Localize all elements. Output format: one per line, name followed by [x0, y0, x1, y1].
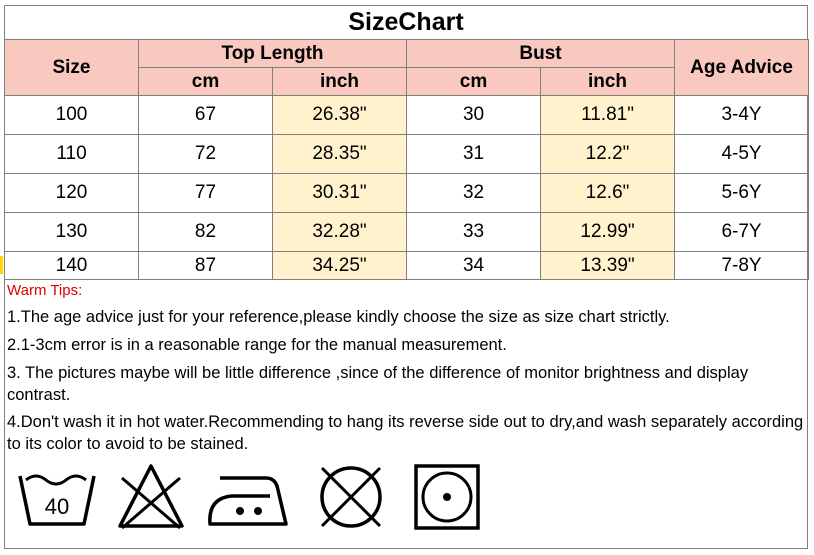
- table-row: [5, 135, 809, 174]
- cell-top-length-cm: 72: [139, 135, 273, 174]
- cell-bust-inch: 12.6": [541, 174, 675, 213]
- table-row: [5, 252, 809, 280]
- cell-age: 7-8Y: [675, 252, 809, 280]
- tumble-dry-normal-icon: [412, 462, 482, 532]
- warm-tips: [7, 280, 805, 455]
- cell-size: 100: [5, 96, 139, 135]
- cell-bust-cm: 32: [407, 174, 541, 213]
- table-row: [5, 213, 809, 252]
- cell-size: 140: [5, 252, 139, 280]
- cell-bust-inch: 13.39": [541, 252, 675, 280]
- cell-top-length-cm: 82: [139, 213, 273, 252]
- wash-temp-label: 40: [44, 494, 70, 519]
- tip-item: 4.Don't wash it in hot water.Recommending to hang its reverse side out to dry,and wash separately according to its color to avoid to be stained.: [7, 413, 804, 453]
- cell-bust-cm: 33: [407, 213, 541, 252]
- cell-age: 6-7Y: [675, 213, 809, 252]
- cell-bust-cm: 31: [407, 135, 541, 174]
- edge-marker: [0, 256, 3, 274]
- cell-bust-inch: 12.99": [541, 213, 675, 252]
- tip-item: 2.1-3cm error is in a reasonable range for the manual measurement.: [7, 336, 507, 354]
- cell-bust-inch: 12.2": [541, 135, 675, 174]
- header-top-length-cm: cm: [139, 68, 273, 96]
- care-icons: [10, 462, 480, 532]
- cell-top-length-inch: 26.38": [273, 96, 407, 135]
- header-bust-cm: cm: [407, 68, 541, 96]
- cell-top-length-inch: 30.31": [273, 174, 407, 213]
- cell-top-length-inch: 34.25": [273, 252, 407, 280]
- cell-bust-cm: 30: [407, 96, 541, 135]
- cell-size: 120: [5, 174, 139, 213]
- header-bust-inch: inch: [541, 68, 675, 96]
- header-top-length: Top Length: [139, 40, 407, 68]
- tip-item: 1.The age advice just for your reference,please kindly choose the size as size chart strictly.: [7, 308, 670, 326]
- chart-title: SizeChart: [348, 8, 464, 36]
- table-row: [5, 174, 809, 213]
- header-age-advice: Age Advice: [675, 40, 809, 96]
- header-top-length-inch: inch: [273, 68, 407, 96]
- table-row: [5, 96, 809, 135]
- cell-size: 110: [5, 135, 139, 174]
- cell-age: 5-6Y: [675, 174, 809, 213]
- cell-size: 130: [5, 213, 139, 252]
- warm-tips-heading: Warm Tips:: [7, 282, 83, 299]
- cell-top-length-cm: 67: [139, 96, 273, 135]
- tip-item: 3. The pictures maybe will be little difference ,since of the difference of monitor brightness and display contrast.: [7, 364, 749, 404]
- iron-medium-icon: [206, 462, 294, 532]
- cell-bust-inch: 11.81": [541, 96, 675, 135]
- size-table: [4, 39, 809, 280]
- cell-bust-cm: 34: [407, 252, 541, 280]
- cell-top-length-inch: 28.35": [273, 135, 407, 174]
- cell-top-length-inch: 32.28": [273, 213, 407, 252]
- header-bust: Bust: [407, 40, 675, 68]
- cell-top-length-cm: 87: [139, 252, 273, 280]
- cell-top-length-cm: 77: [139, 174, 273, 213]
- do-not-dry-clean-icon: [316, 462, 386, 532]
- cell-age: 3-4Y: [675, 96, 809, 135]
- cell-age: 4-5Y: [675, 135, 809, 174]
- wash-40-icon: [16, 462, 98, 532]
- header-size: Size: [5, 40, 139, 96]
- do-not-bleach-icon: [116, 462, 186, 532]
